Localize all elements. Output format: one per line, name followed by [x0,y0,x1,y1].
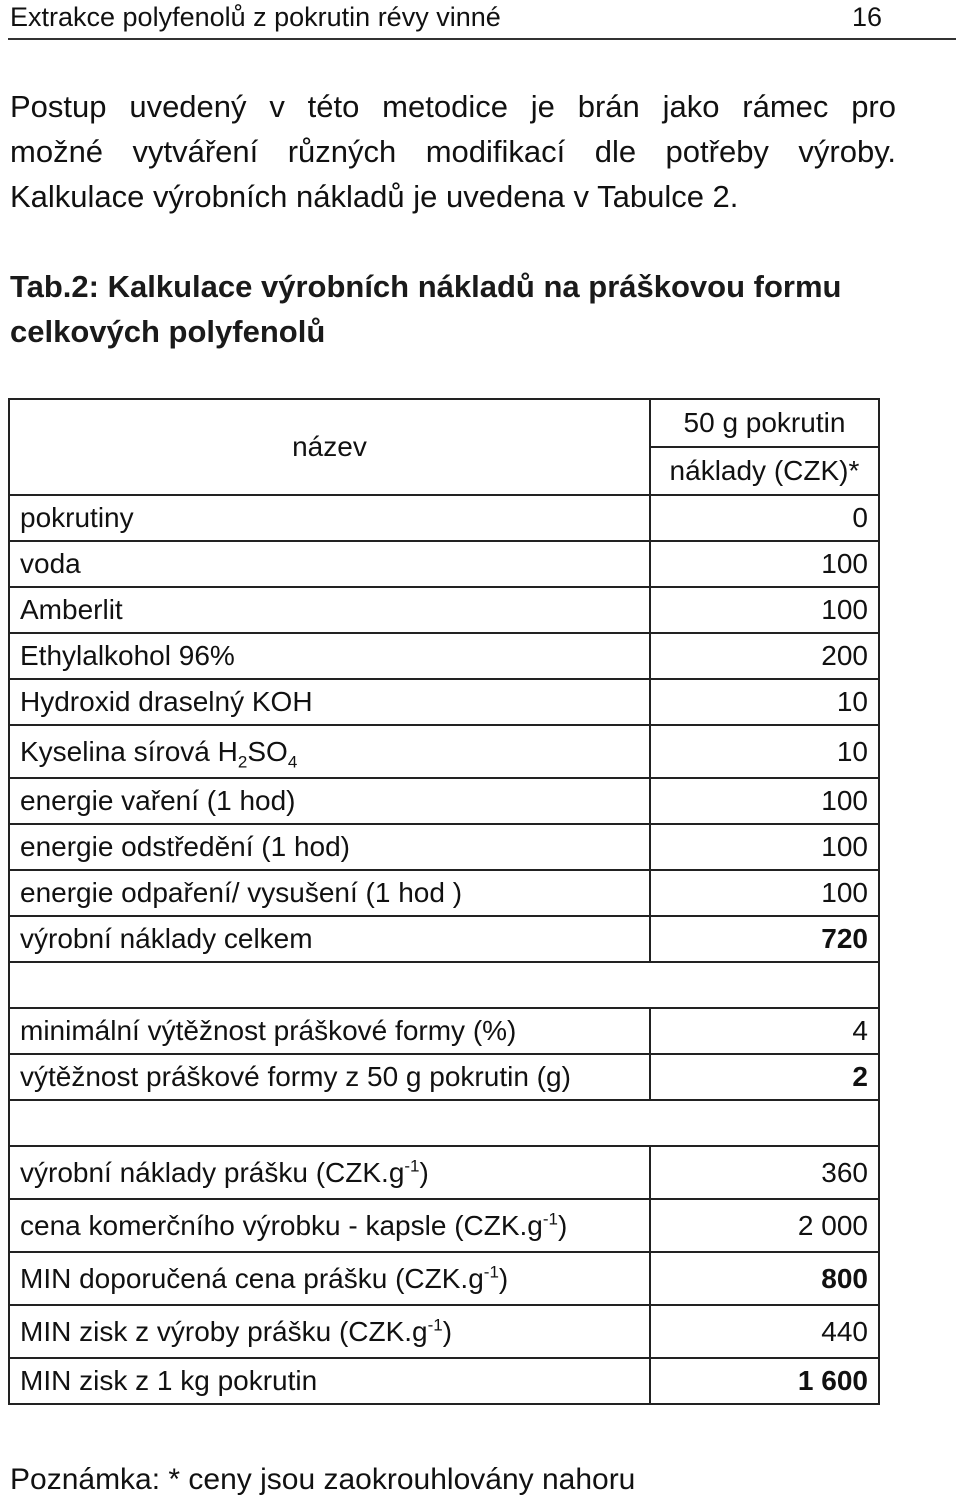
table-row [9,541,879,587]
row-value: 100 [650,778,879,824]
row-name-part: Kyselina sírová H [20,736,238,767]
table-row [9,679,879,725]
table-row [9,1199,879,1252]
table-caption [10,264,910,354]
row-value: 1 600 [650,1358,879,1404]
row-value: 720 [650,916,879,962]
header-amount-cell: 50 g pokrutin [650,399,879,447]
table-row [9,633,879,679]
row-name: výrobní náklady celkem [9,916,650,962]
row-name: minimální výtěžnost práškové formy (%) [9,1008,650,1054]
body-paragraph [10,84,896,219]
table-row [9,1305,879,1358]
row-name [9,725,650,778]
table-spacer-row [9,1100,879,1146]
subscript: 2 [237,752,248,772]
table-row [9,1252,879,1305]
row-value: 10 [650,725,879,778]
paragraph-line: Postup uvedený v této metodice je brán jako rámec pro [10,89,896,124]
header-cost-cell: náklady (CZK)* [650,447,879,495]
subscript: 4 [287,752,298,772]
page-header [8,0,956,40]
table-row [9,870,879,916]
row-value: 2 [650,1054,879,1100]
row-name: Amberlit [9,587,650,633]
row-value: 100 [650,870,879,916]
superscript: -1 [483,1262,499,1282]
row-name: Hydroxid draselný KOH [9,679,650,725]
row-name-part: SO [247,736,288,767]
table-row [9,1008,879,1054]
row-value: 0 [650,495,879,541]
table-row [9,725,879,778]
table-row [9,1054,879,1100]
row-name [9,1305,650,1358]
table-row [9,778,879,824]
row-name-part: ) [498,1263,509,1294]
row-value: 100 [650,824,879,870]
row-name [9,1252,650,1305]
table-row [9,916,879,962]
page-number: 16 [851,2,882,32]
row-name [9,1146,650,1199]
row-name: energie vaření (1 hod) [9,778,650,824]
row-name-part: ) [442,1316,453,1347]
row-name: MIN zisk z 1 kg pokrutin [9,1358,650,1404]
table-header-row [9,399,879,447]
paragraph-line: Kalkulace výrobních nákladů je uvedena v Tabulce 2. [10,179,739,214]
row-value: 4 [650,1008,879,1054]
row-value: 2 000 [650,1199,879,1252]
row-name-part: ) [419,1157,429,1188]
table-row [9,495,879,541]
table-row [9,1358,879,1404]
row-name: energie odpaření/ vysušení (1 hod ) [9,870,650,916]
superscript: -1 [542,1209,559,1229]
row-value: 440 [650,1305,879,1358]
row-value: 360 [650,1146,879,1199]
row-value: 10 [650,679,879,725]
spacer-cell [9,962,879,1008]
row-name-part: MIN doporučená cena prášku (CZK.g [20,1263,484,1294]
table-row [9,587,879,633]
caption-line: celkových polyfenolů [10,314,326,349]
row-name-part: výrobní náklady prášku (CZK.g [20,1157,405,1188]
caption-line: Tab.2: Kalkulace výrobních nákladů na práškovou formu [10,269,842,304]
row-name: pokrutiny [9,495,650,541]
row-name-part: cena komerčního výrobku - kapsle (CZK.g [20,1210,543,1241]
table-spacer-row [9,962,879,1008]
running-title: Extrakce polyfenolů z pokrutin révy vinné [10,2,501,32]
row-value: 100 [650,541,879,587]
row-name-part: ) [558,1210,568,1241]
superscript: -1 [427,1315,443,1335]
table-row [9,824,879,870]
row-name: energie odstředění (1 hod) [9,824,650,870]
cost-table [8,398,880,1405]
row-value: 100 [650,587,879,633]
superscript: -1 [404,1156,420,1176]
header-name-cell: název [9,399,650,495]
row-name: Ethylalkohol 96% [9,633,650,679]
row-name: voda [9,541,650,587]
table-row [9,1146,879,1199]
spacer-cell [9,1100,879,1146]
footnote: Poznámka: * ceny jsou zaokrouhlovány nahoru [10,1463,636,1496]
row-name [9,1199,650,1252]
row-value: 800 [650,1252,879,1305]
row-value: 200 [650,633,879,679]
paragraph-line: možné vytváření různých modifikací dle potřeby výroby. [10,134,896,169]
row-name: výtěžnost práškové formy z 50 g pokrutin (g) [9,1054,650,1100]
row-name-part: MIN zisk z výroby prášku (CZK.g [20,1316,428,1347]
